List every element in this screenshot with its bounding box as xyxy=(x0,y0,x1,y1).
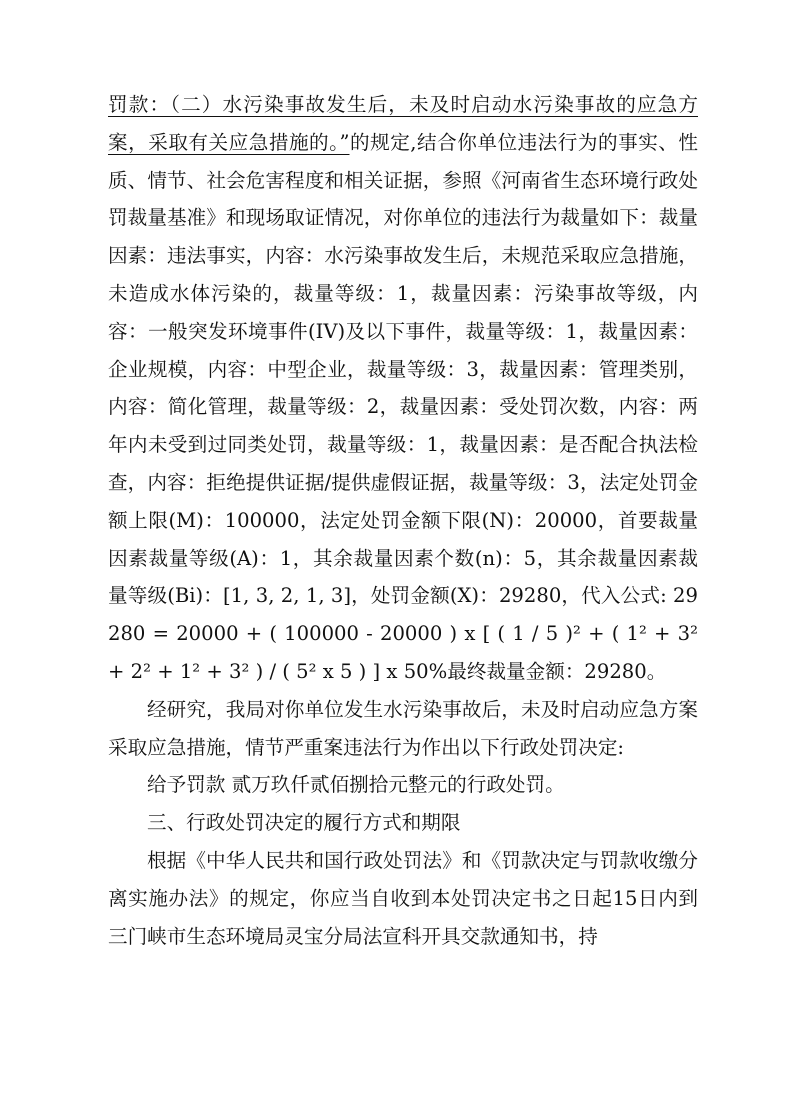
discretion-calculation-text: 的规定,结合你单位违法行为的事实、性质、情节、社会危害程度和相关证据，参照《河南省生态环境行政处罚裁量基准》和现场取证情况，对你单位的违法行为裁量如下：裁量因素：违法事实，内容：水污染事故发生后，未规范采取应急措施，未造成水体污染的，裁量等级：1，裁量因素：污染事故等级，内容：一般突发环境事件(IV)及以下事件，裁量等级：1，裁量因素：企业规模，内容：中型企业，裁量等级：3，裁量因素：管理类别，内容：简化管理，裁量等级：2，裁量因素：受处罚次数，内容：两年内未受到过同类处罚，裁量等级：1，裁量因素：是否配合执法检查，内容：拒绝提供证据/提供虚假证据，裁量等级：3，法定处罚金额上限(M)：100000，法定处罚金额下限(N)：20000，首要裁量因素裁量等级(A)：1，其余裁量因素个数(n)：5，其余裁量因素裁量等级(Bi)：[1, 3, 2, 1, 3]，处罚金额(X)：29280，代入公式: 29280 = 20000 + ( 100000 - 20000 ) x [ ( 1 / 5 )² + ( 1² + 3² + 2² + 1² + 3² ) / ( 5² x 5 ) ] x 50%最终裁量金额：29280。 xyxy=(108,130,699,683)
research-conclusion-paragraph: 经研究，我局对你单位发生水污染事故后，未及时启动应急方案采取应急措施，情节严重案违法行为作出以下行政处罚决定: xyxy=(108,697,698,759)
section-heading-performance: 三、行政处罚决定的履行方式和期限 xyxy=(147,811,461,835)
penalty-basis-paragraph xyxy=(108,86,698,691)
document-page xyxy=(108,86,698,955)
cited-regulation-clause: 罚款：（二）水污染事故发生后，未及时启动水污染事故的应急方案，采取有关应急措施的。” xyxy=(108,93,698,154)
penalty-decision-paragraph: 给予罚款 贰万玖仟贰佰捌拾元整元的行政处罚。 xyxy=(147,773,565,797)
payment-instructions-paragraph: 根据《中华人民共和国行政处罚法》和《罚款决定与罚款收缴分离实施办法》的规定，你应当自收到本处罚决定书之日起15日内到三门峡市生态环境局灵宝分局法宣科开具交款通知书，持 xyxy=(108,848,698,948)
